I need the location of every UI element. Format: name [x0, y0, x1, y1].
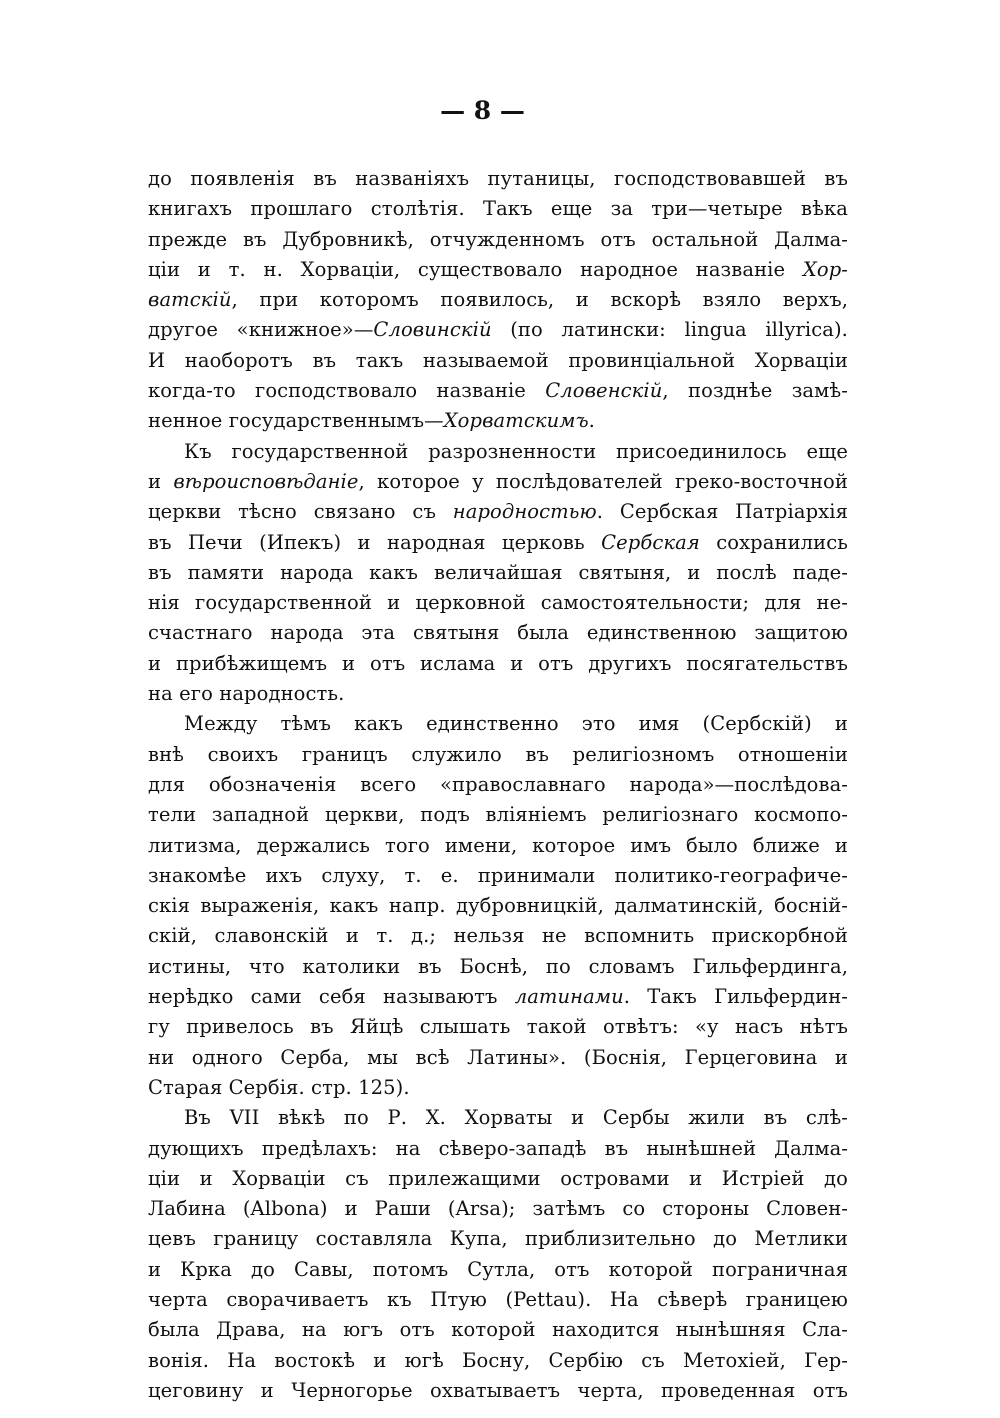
text-line — [148, 1012, 848, 1042]
book-page — [80, 68, 885, 1402]
text-segment: и прибѣжищемъ и отъ ислама и отъ другихъ посягательствъ — [148, 651, 848, 675]
text-segment: нерѣдко сами себя называютъ — [148, 985, 515, 1009]
text-segment: для обозначенія всего «православнаго народа»—послѣдова- — [148, 772, 848, 796]
text-segment: И наоборотъ въ такъ называемой провинціальной Хорваціи — [148, 348, 848, 372]
text-segment: Старая Сербія. стр. 125). — [148, 1075, 410, 1099]
text-line — [148, 255, 848, 285]
italic-text: Словинскій — [373, 318, 492, 342]
text-line — [148, 346, 848, 376]
text-segment: дующихъ предѣлахъ: на сѣверо-западѣ въ нынѣшней Далма- — [148, 1136, 848, 1160]
text-segment: тели западной церкви, подъ вліяніемъ религіознаго космопо- — [148, 803, 848, 827]
text-line — [148, 921, 848, 951]
text-segment: въ памяти народа какъ величайшая святыня, и послѣ паде- — [148, 560, 848, 584]
text-line — [148, 770, 848, 800]
text-line — [148, 800, 848, 830]
text-segment: была Драва, на югъ отъ которой находится нынѣшняя Сла- — [148, 1318, 848, 1342]
text-segment: счастнаго народа эта святыня была единственною защитою — [148, 621, 848, 645]
text-line — [148, 1224, 848, 1254]
text-line — [148, 1103, 848, 1133]
text-line — [148, 649, 848, 679]
text-segment: внѣ своихъ границъ служило въ религіозномъ отношеніи — [148, 742, 848, 766]
text-segment: и Крка до Савы, потомъ Сутла, отъ которой пограничная — [148, 1257, 848, 1281]
text-segment: гу привелось въ Яйцѣ слышать такой отвѣтъ: «у насъ нѣтъ — [148, 1015, 848, 1039]
text-segment: . Такъ Гильфердин- — [623, 985, 848, 1009]
text-segment: ни одного Серба, мы всѣ Латины». (Боснія, Герцеговина и — [148, 1045, 848, 1069]
text-line — [148, 1043, 848, 1073]
text-line — [148, 528, 848, 558]
text-line — [148, 831, 848, 861]
italic-text: латинами — [514, 985, 624, 1009]
text-line — [148, 1073, 848, 1103]
text-segment: скія выраженія, какъ напр. дубровницкій, далматинскій, босній- — [148, 894, 848, 918]
italic-text: Хор- — [802, 257, 848, 281]
text-line — [148, 861, 848, 891]
text-segment: , при которомъ появилось, и вскорѣ взяло верхъ, — [231, 288, 848, 312]
text-line — [148, 1134, 848, 1164]
text-segment: , позднѣе замѣ- — [662, 379, 848, 403]
text-line — [148, 618, 848, 648]
text-segment: до появленія въ названіяхъ путаницы, господствовавшей въ — [148, 167, 848, 190]
text-line — [148, 891, 848, 921]
text-segment: . — [588, 409, 595, 433]
text-segment: и — [148, 469, 174, 493]
text-segment: литизма, держались того имени, которое имъ было ближе и — [148, 833, 848, 857]
text-segment: ціи и т. н. Хорваціи, существовало народное названіе — [148, 257, 803, 281]
page-number: — 8 — — [440, 96, 525, 125]
text-line — [148, 679, 848, 709]
text-line — [148, 376, 848, 406]
text-line — [148, 1255, 848, 1285]
text-line — [148, 558, 848, 588]
text-line — [148, 497, 848, 527]
text-segment: другое «книжное»— — [148, 318, 374, 342]
text-segment: Между тѣмъ какъ единственно это имя (Сербскій) и — [184, 712, 848, 736]
text-line — [148, 1285, 848, 1315]
text-segment: Лабина (Albona) и Раши (Arsa); затѣмъ со стороны Словен- — [148, 1197, 848, 1221]
text-segment: когда-то господствовало названіе — [148, 379, 546, 403]
text-line — [148, 164, 848, 194]
italic-text: Словенскій — [545, 379, 663, 403]
text-segment: скій, славонскій и т. д.; нельзя не вспомнить прискорбной — [148, 924, 848, 948]
text-line — [148, 285, 848, 315]
text-segment: ціи и Хорваціи съ прилежащими островами и Истріей до — [148, 1166, 848, 1190]
text-segment: церкви тѣсно связано съ — [148, 500, 453, 524]
text-segment: ненное государственнымъ— — [148, 409, 444, 433]
text-segment: вонія. На востокѣ и югѣ Босну, Сербію съ Метохіей, Гер- — [148, 1348, 848, 1372]
text-segment: Въ VII вѣкѣ по Р. Х. Хорваты и Сербы жили въ слѣ- — [184, 1106, 848, 1130]
text-line — [148, 1346, 848, 1376]
text-line — [148, 1376, 848, 1406]
text-line — [148, 1194, 848, 1224]
italic-text: Хорватскимъ — [443, 409, 589, 433]
text-line — [148, 225, 848, 255]
italic-text: Сербская — [601, 530, 700, 554]
body-text — [148, 164, 848, 1406]
text-segment: черта сворачиваетъ къ Птую (Pettau). На сѣверѣ границею — [148, 1287, 848, 1311]
text-segment: цеговину и Черногорье охватываетъ черта, проведенная отъ — [148, 1378, 848, 1402]
text-segment: знакомѣе ихъ слуху, т. е. принимали политико-географиче- — [148, 863, 848, 887]
text-segment: книгахъ прошлаго столѣтія. Такъ еще за три—четыре вѣка — [148, 197, 848, 221]
italic-text: народностью — [452, 500, 597, 524]
text-segment: на его народность. — [148, 682, 345, 706]
text-line — [148, 437, 848, 467]
text-segment: Къ государственной разрозненности присоединилось еще — [184, 439, 848, 463]
text-segment: , которое у послѣдователей греко-восточной — [358, 469, 848, 493]
text-segment: . Сербская Патріархія — [596, 500, 848, 524]
text-segment: прежде въ Дубровникѣ, отчужденномъ отъ остальной Далма- — [148, 227, 848, 251]
text-segment: (по латински: lingua illyrica). — [491, 318, 848, 342]
italic-text: ватскій — [148, 288, 232, 312]
text-line — [148, 709, 848, 739]
text-segment: нія государственной и церковной самостоятельности; для не- — [148, 591, 848, 615]
text-line — [148, 406, 848, 436]
text-line — [148, 194, 848, 224]
text-line — [148, 1164, 848, 1194]
text-line — [148, 982, 848, 1012]
text-segment: въ Печи (Ипекъ) и народная церковь — [148, 530, 602, 554]
text-segment: сохранились — [699, 530, 848, 554]
text-segment: истины, что католики въ Боснѣ, по словамъ Гильфердинга, — [148, 954, 848, 978]
text-line — [148, 588, 848, 618]
text-line — [148, 315, 848, 345]
text-line — [148, 467, 848, 497]
text-line — [148, 952, 848, 982]
text-line — [148, 740, 848, 770]
italic-text: вѣроисповѣданіе — [173, 469, 359, 493]
text-line — [148, 1315, 848, 1345]
text-segment: цевъ границу составляла Купа, приблизительно до Метлики — [148, 1227, 848, 1251]
